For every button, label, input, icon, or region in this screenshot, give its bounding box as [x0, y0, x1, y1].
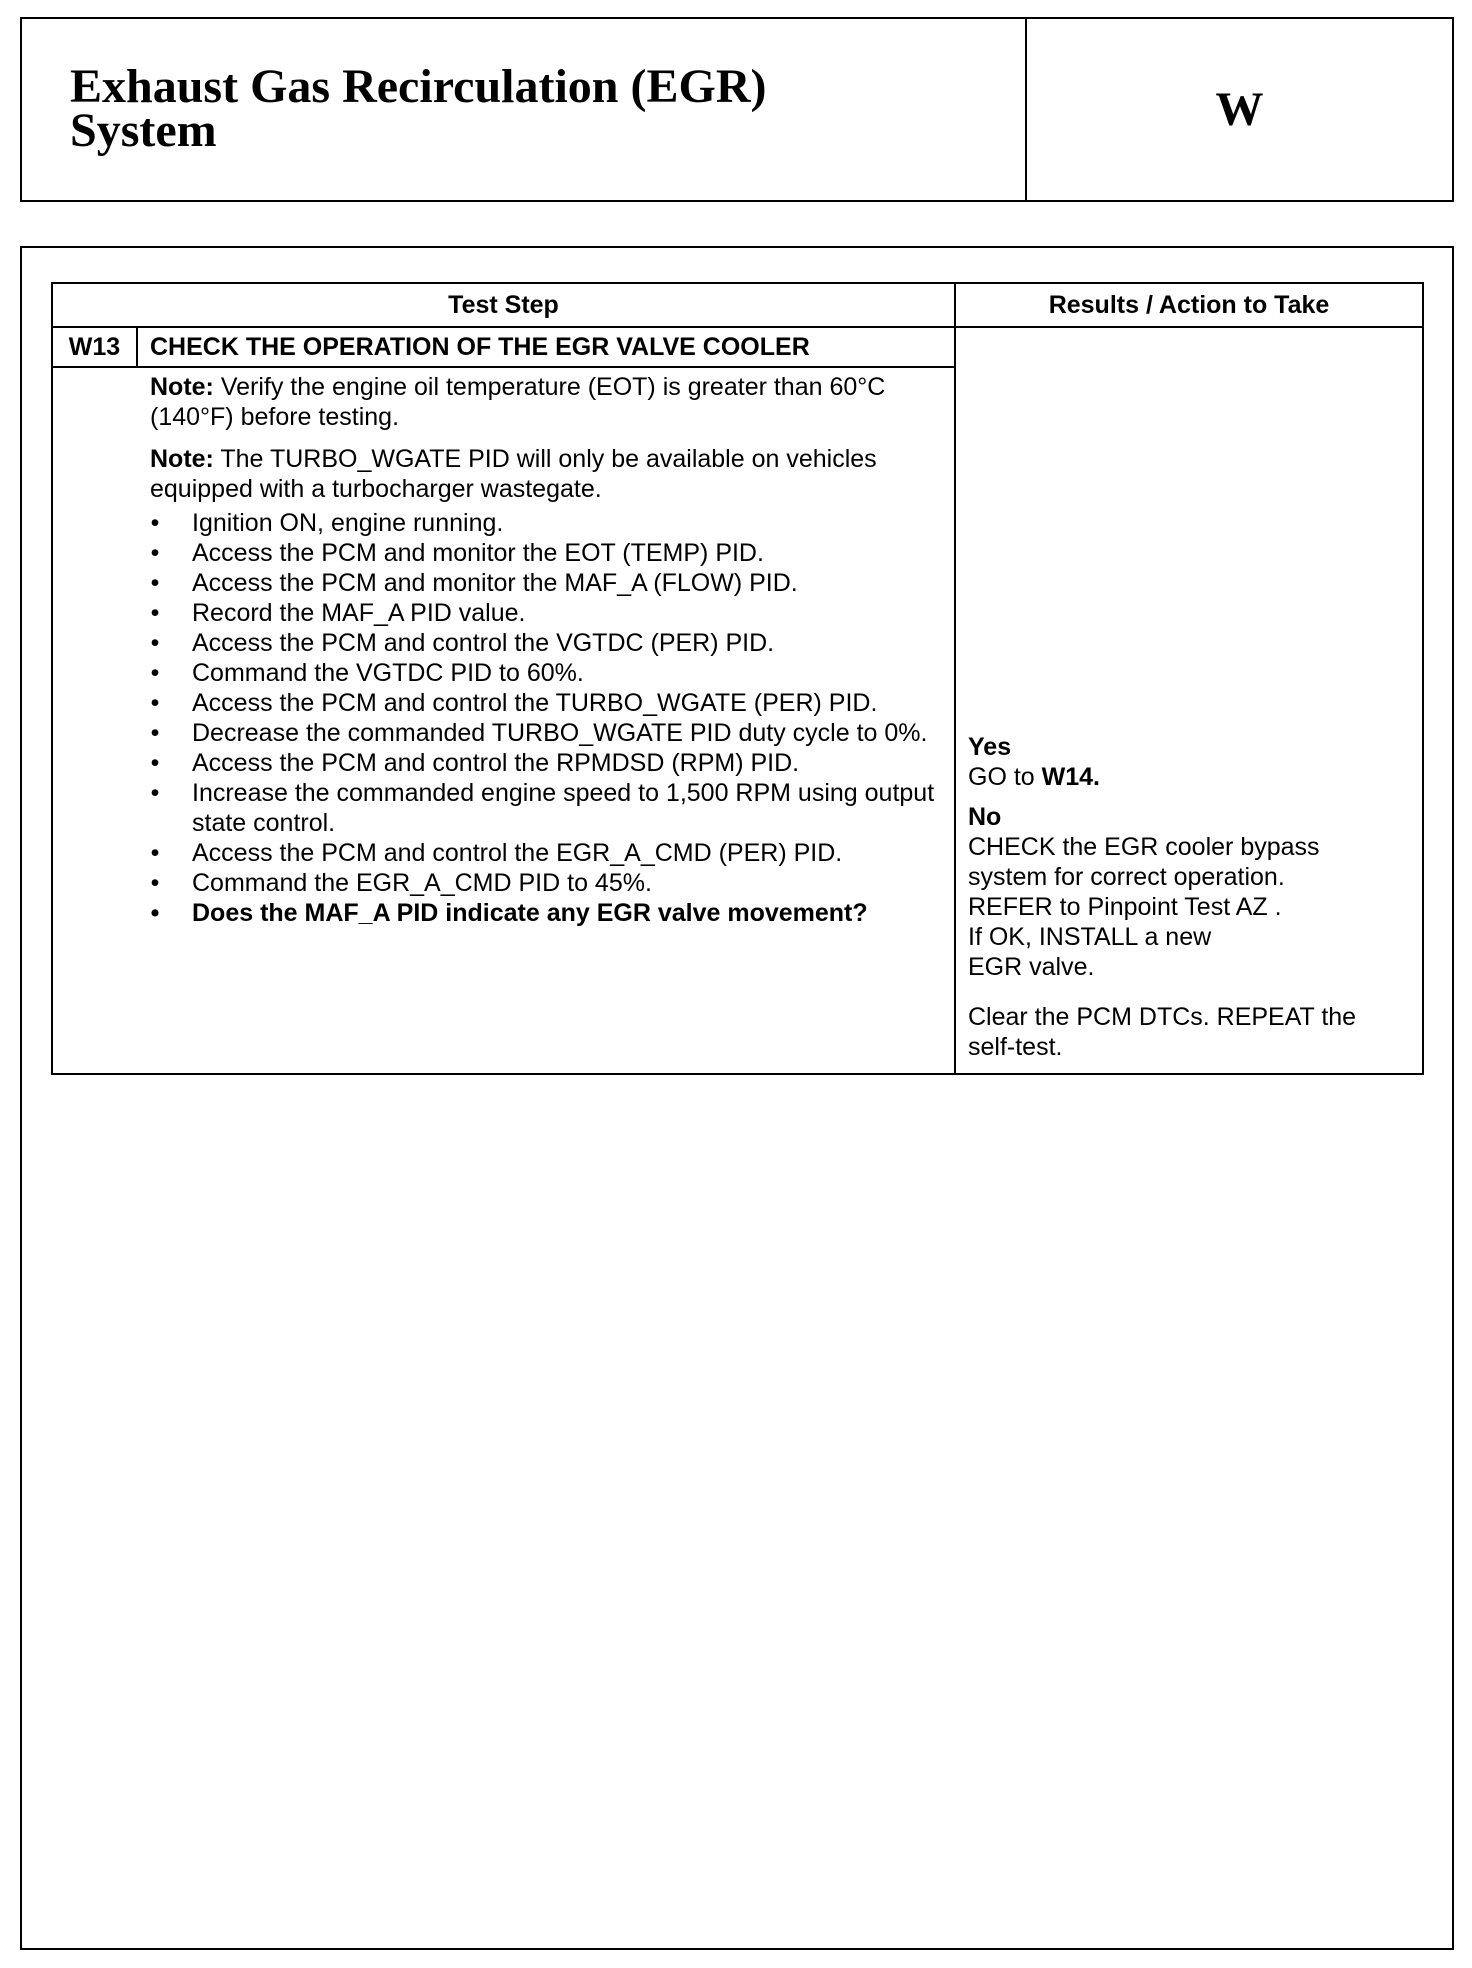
- yes-action: GO to W14.: [968, 763, 1100, 791]
- bullet: •: [150, 539, 160, 567]
- no-action-line: system for correct operation.: [968, 863, 1285, 891]
- section-title: [70, 60, 767, 157]
- bullet: •: [150, 629, 160, 657]
- page-header: [20, 17, 1454, 202]
- list-item: • Command the EGR_A_CMD PID to 45%.: [150, 869, 652, 897]
- list-item: • Access the PCM and control the RPMDSD (RPM) PID.: [150, 749, 800, 777]
- list-item: • Decrease the commanded TURBO_WGATE PID duty cycle to 0%.: [150, 719, 928, 747]
- list-item: • Access the PCM and control the VGTDC (PER) PID.: [150, 629, 775, 657]
- bullet: •: [150, 749, 160, 777]
- no-action-line: If OK, INSTALL a new: [968, 923, 1212, 951]
- column-divider: [954, 284, 956, 1073]
- clear-action-line: Clear the PCM DTCs. REPEAT the: [968, 1003, 1357, 1031]
- yes-label: Yes: [968, 733, 1012, 761]
- bullet: •: [150, 689, 160, 717]
- question-item: • Does the MAF_A PID indicate any EGR valve movement?: [150, 899, 868, 927]
- test-step-table: [51, 282, 1424, 1075]
- bullet: •: [150, 899, 160, 927]
- list-item: • Access the PCM and monitor the MAF_A (FLOW) PID.: [150, 569, 798, 597]
- test-step-header: Test Step: [448, 290, 559, 319]
- bullet: •: [150, 839, 160, 867]
- bullet: •: [150, 779, 160, 807]
- bullet: •: [150, 599, 160, 627]
- step-title-divider: [53, 366, 954, 368]
- no-action-line: REFER to Pinpoint Test AZ .: [968, 893, 1282, 921]
- list-item: • Access the PCM and monitor the EOT (TEMP) PID.: [150, 539, 764, 567]
- step-title: CHECK THE OPERATION OF THE EGR VALVE COOLER: [150, 332, 810, 361]
- test-step-body: [150, 372, 950, 928]
- step-id-divider: [136, 326, 138, 366]
- bullet: •: [150, 509, 160, 537]
- results-column: [968, 732, 1418, 1062]
- list-item: • Record the MAF_A PID value.: [150, 599, 526, 627]
- bullet: •: [150, 719, 160, 747]
- no-label: No: [968, 803, 1002, 831]
- list-item: • Access the PCM and control the TURBO_WGATE (PER) PID.: [150, 689, 878, 717]
- list-item: • Increase the commanded engine speed to 1,500 RPM using output state control.: [150, 779, 935, 837]
- bullet: •: [150, 659, 160, 687]
- section-letter: W: [1215, 83, 1264, 136]
- yes-target: W14.: [1041, 763, 1100, 791]
- spacer: [968, 792, 1418, 802]
- note-label: Note:: [150, 373, 214, 401]
- note-text: The TURBO_WGATE PID will only be available on vehicles equipped with a turbocharger wastegate.: [150, 445, 877, 503]
- note-turbo-wgate: [150, 444, 950, 504]
- note-text: Verify the engine oil temperature (EOT) is greater than 60°C (140°F) before testing.: [150, 373, 886, 431]
- list-item: • Ignition ON, engine running.: [150, 509, 504, 537]
- step-list: [150, 508, 950, 928]
- bullet: •: [150, 869, 160, 897]
- no-action-line: EGR valve.: [968, 953, 1095, 981]
- section-title-line1: Exhaust Gas Recirculation (EGR): [70, 60, 767, 113]
- list-item: • Access the PCM and control the EGR_A_CMD (PER) PID.: [150, 839, 843, 867]
- list-item: • Command the VGTDC PID to 60%.: [150, 659, 584, 687]
- note-eot: [150, 372, 950, 432]
- spacer: [968, 982, 1418, 1002]
- step-id: W13: [68, 332, 121, 361]
- results-header: Results / Action to Take: [1048, 290, 1330, 319]
- note-label: Note:: [150, 445, 214, 473]
- no-action-line: CHECK the EGR cooler bypass: [968, 833, 1320, 861]
- clear-action-line: self-test.: [968, 1033, 1063, 1061]
- section-title-line2: System: [70, 104, 217, 157]
- bullet: •: [150, 569, 160, 597]
